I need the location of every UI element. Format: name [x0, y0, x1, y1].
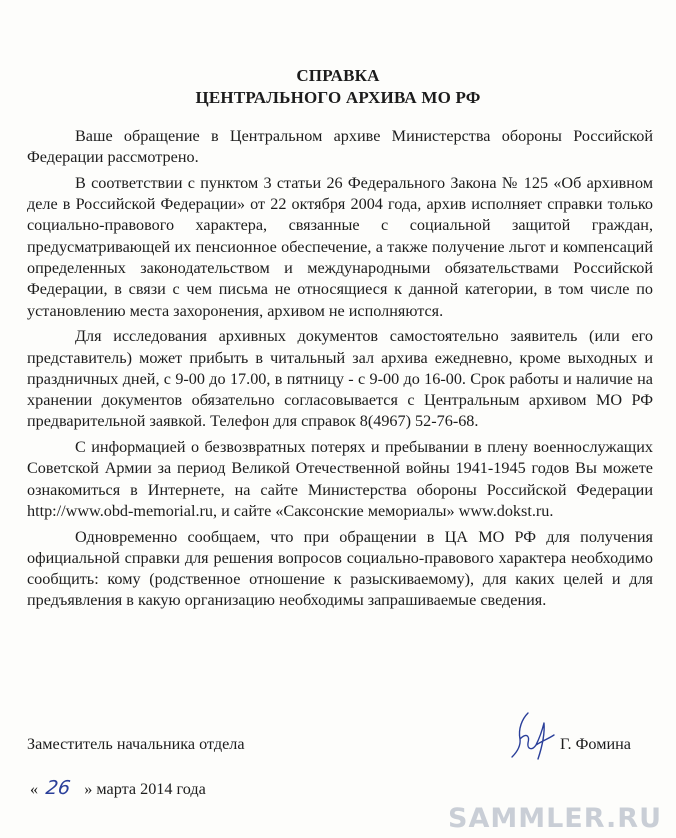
- date-open-quote: «: [30, 780, 39, 798]
- date-close-quote: »: [84, 780, 93, 798]
- document-date: [30, 777, 206, 799]
- paragraph: Одновременно сообщаем, что при обращении в ЦА МО РФ для получения официальной справки для решения вопросов социально-правового характера необходимо сообщить: кому (родственное отношение к разыскиваемому), для каких целей и для предъявления в какую организацию необходимы запрашиваемые сведения.: [27, 527, 653, 610]
- date-month-year: марта 2014 года: [96, 780, 206, 798]
- paragraph: Ваше обращение в Центральном архиве Министерства обороны Российской Федерации рассмотрено.: [27, 127, 653, 167]
- signatory-name: Г. Фомина: [560, 735, 631, 753]
- paragraph: С информацией о безвозвратных потерях и пребывании в плену военнослужащих Советской Армии за период Великой Отечественной войны 1941-1945 годов Вы можете ознакомиться в Интернете, на сайте Министерства обороны Российской Федерации http://www.obd-memorial.ru, и сайте «Саксонские мемориалы» www.dokst.ru.: [27, 438, 653, 520]
- watermark: SAMMLER.RU: [448, 803, 662, 834]
- document-body: [27, 126, 653, 616]
- document-subtitle: ЦЕНТРАЛЬНОГО АРХИВА МО РФ: [195, 88, 481, 107]
- document-title: СПРАВКА: [296, 66, 380, 85]
- handwritten-signature: [508, 705, 558, 765]
- signatory-position: Заместитель начальника отдела: [27, 735, 245, 753]
- paragraph: В соответствии с пунктом 3 статьи 26 Федерального Закона № 125 «Об архивном деле в Российской Федерации» от 22 октября 2004 года, архив исполняет справки только социально-правового характера, связанные с социальной защитой граждан, предусматривающей их пенсионное обеспечение, а также получение льгот и компенсаций определенных законодательством и международными обязательствами Российской Федерации, в связи с чем письма не относящиеся к данной категории, в том числе по установлению места захоронения, архивом не исполняются.: [27, 173, 653, 320]
- date-day-handwritten: 26: [44, 777, 72, 799]
- paragraph: Для исследования архивных документов самостоятельно заявитель (или его представитель) может прибыть в читальный зал архива ежедневно, кроме выходных и праздничных дней, с 9-00 до 17.00, в пятницу - с 9-00 до 16-00. Срок работы и наличие на хранении документов обязательно согласовывается с Центральным архивом МО РФ предварительной заявкой. Телефон для справок 8(4967) 52-76-68.: [27, 327, 653, 431]
